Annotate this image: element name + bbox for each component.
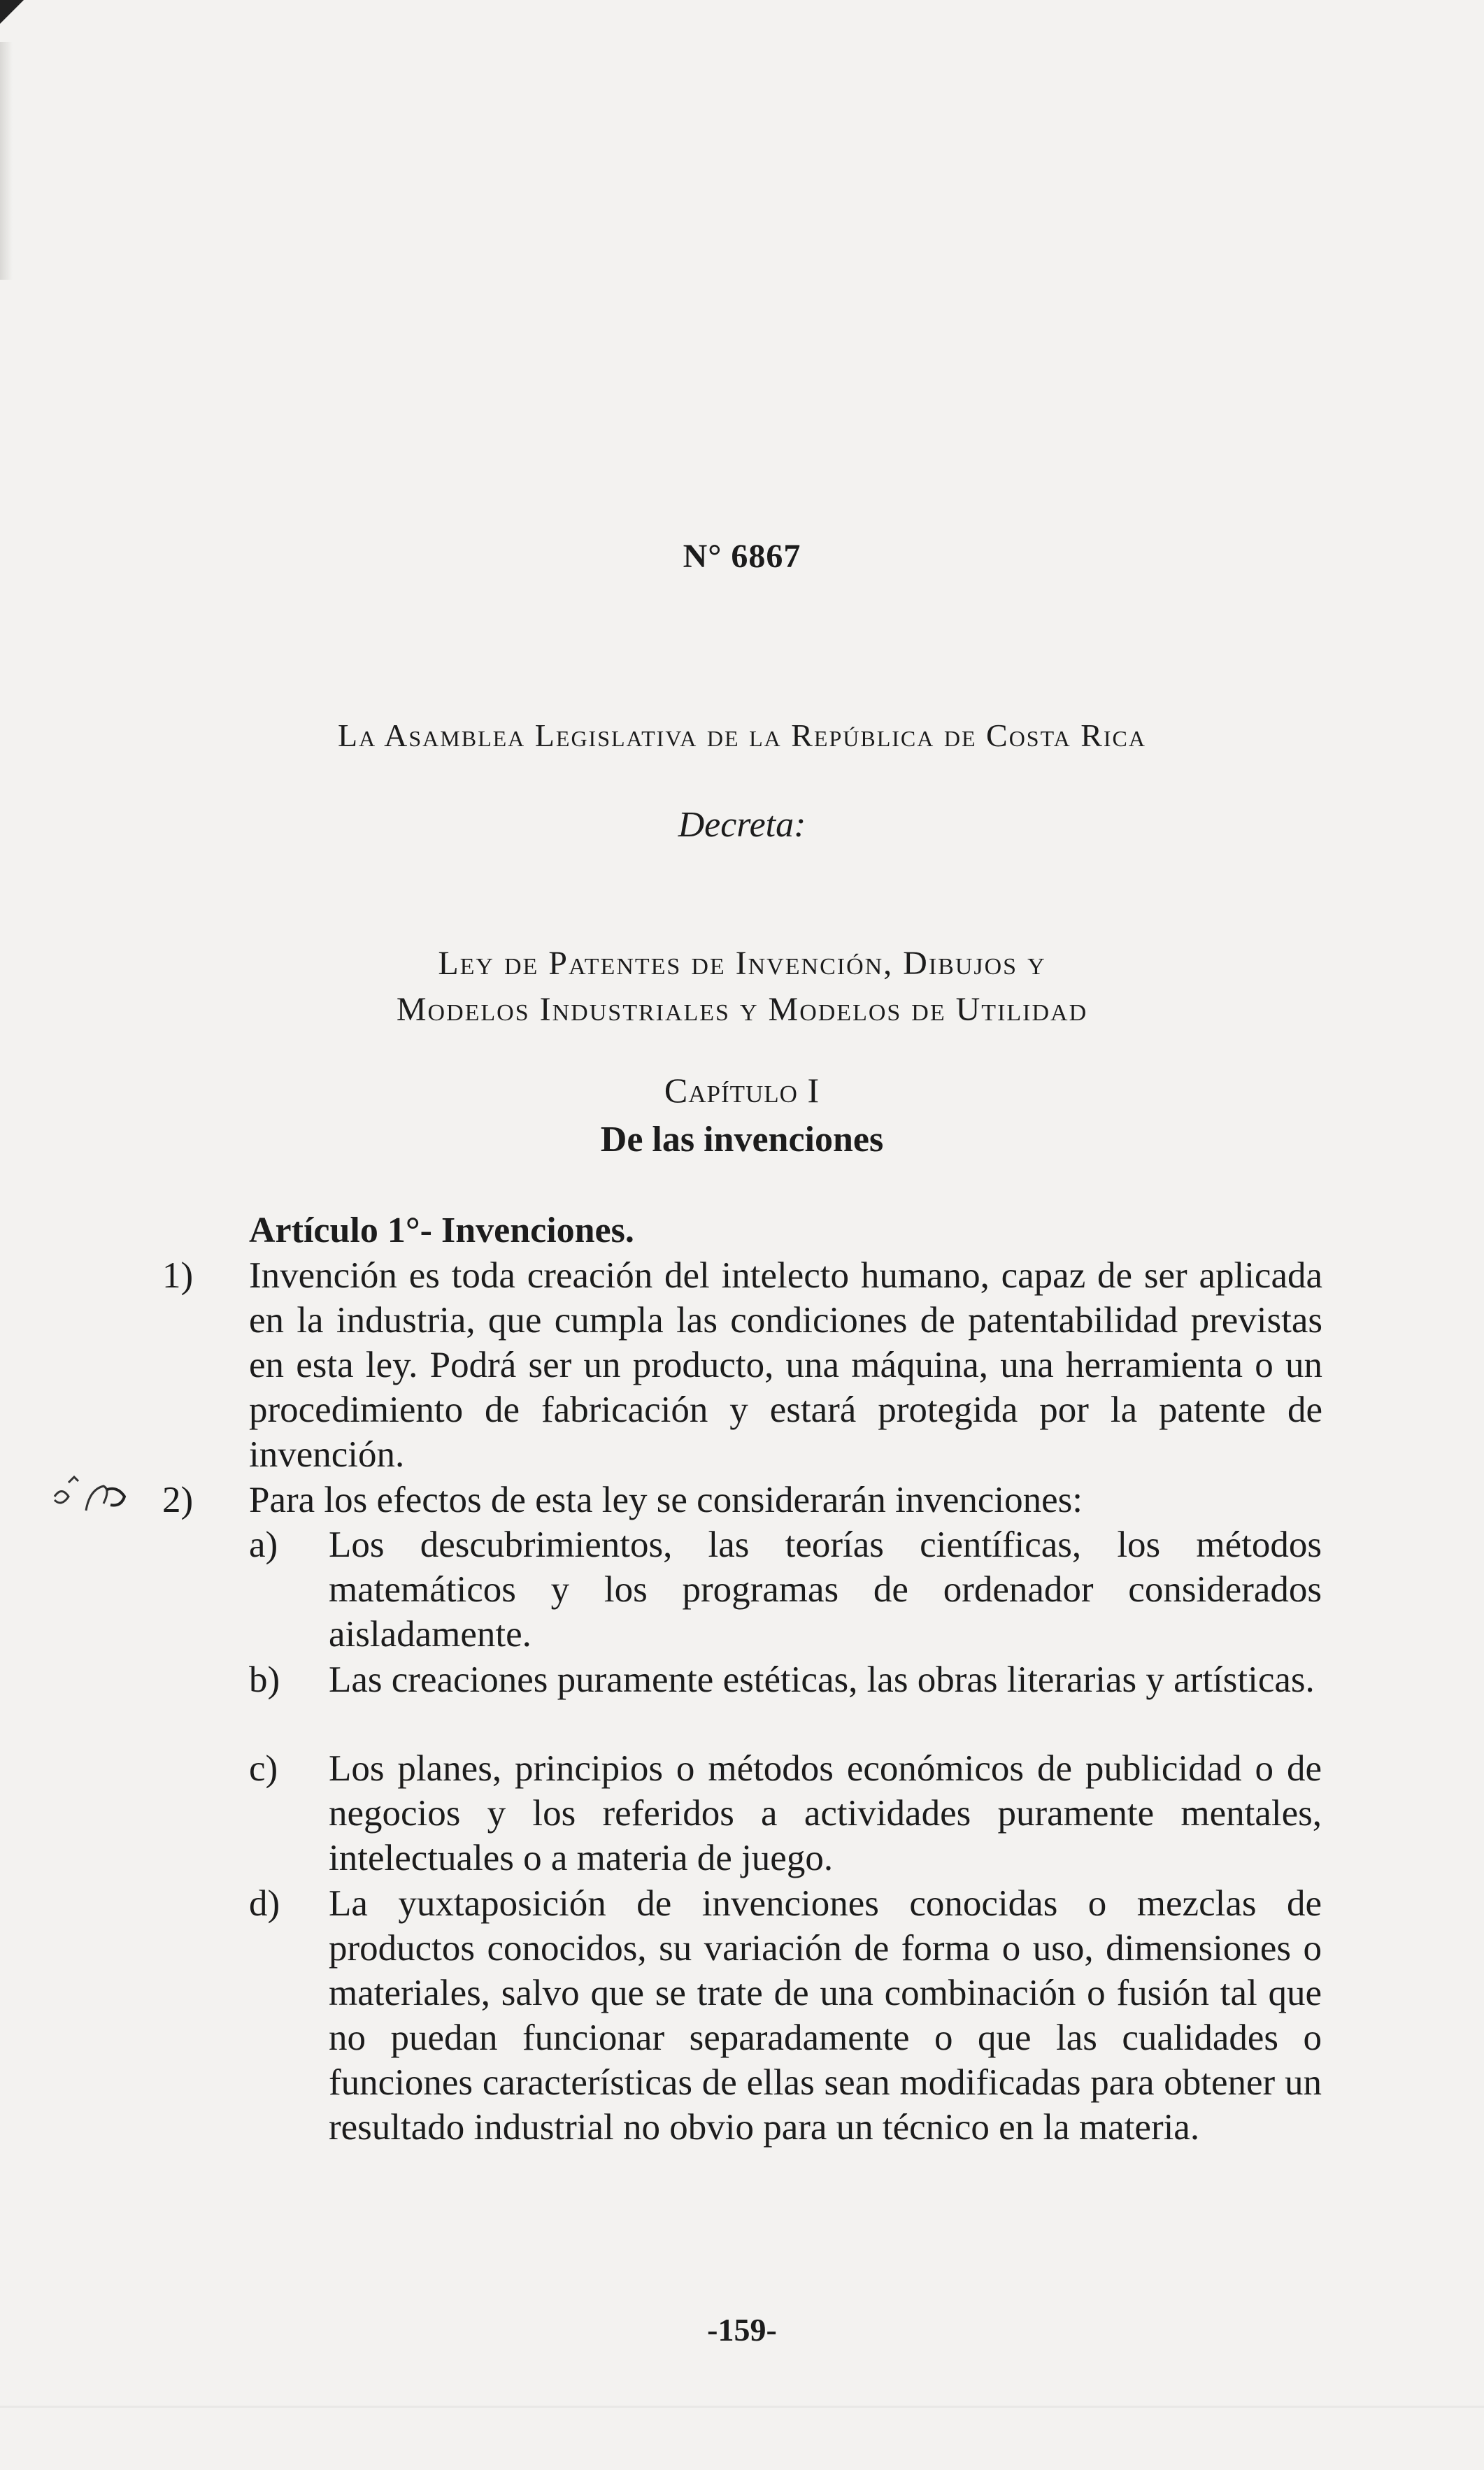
item-text: Para los efectos de esta ley se considerarán invenciones: [249, 1480, 1083, 1520]
subitem-text: Los descubrimientos, las teorías científicas, los métodos matemáticos y los programas de ordenador considerados aisladamente. [329, 1525, 1322, 1655]
subitem-marker: c) [249, 1748, 278, 1789]
law-title-line-1: Ley de Patentes de Invención, Dibujos y [438, 945, 1046, 982]
law-title-line-2: Modelos Industriales y Modelos de Utilidad [396, 991, 1088, 1028]
chapter-label: Capítulo I [664, 1071, 820, 1110]
handwritten-annotation-mark [48, 1462, 152, 1525]
page-number: -159- [707, 2312, 777, 2348]
subitem-text: La yuxtaposición de invenciones conocidas o mezclas de productos conocidos, su variación de forma o uso, dimensiones o materiales, salvo que se trate de una combinación o fusión tal que no puedan funcionar separadamente o que las cualidades o funciones características de ellas sean modificadas para obtener un resultado industrial no obvio para un técnico en la materia. [329, 1883, 1322, 2148]
corner-mark [0, 0, 24, 24]
chapter-title: De las invenciones [600, 1120, 884, 1159]
item-marker: 1) [162, 1255, 194, 1296]
subitem-marker: a) [249, 1525, 278, 1565]
subitem-text: Las creaciones puramente estéticas, las obras literarias y artísticas. [329, 1659, 1315, 1700]
scan-fold-line [0, 2406, 1484, 2408]
item-marker: 2) [162, 1480, 194, 1520]
decree-heading: Decreta: [678, 805, 806, 845]
subitem-text: Los planes, principios o métodos económicos de publicidad o de negocios y los referidos a actividades puramente mentales, intelectuales o a materia de juego. [329, 1748, 1322, 1878]
page-edge-shadow [0, 42, 13, 280]
item-text: Invención es toda creación del intelecto humano, capaz de ser aplicada en la industria, que cumpla las condiciones de patentabilidad previstas en esta ley. Podrá ser un producto, una máquina, una herramienta o un procedimiento de fabricación y estará protegida por la patente de invención. [249, 1255, 1322, 1475]
assembly-heading: La Asamblea Legislativa de la República de Costa Rica [338, 718, 1146, 753]
subitem-marker: b) [249, 1659, 280, 1700]
subitem-marker: d) [249, 1883, 280, 1924]
law-title [0, 941, 1484, 1033]
article-heading: Artículo 1°- Invenciones. [249, 1211, 634, 1250]
law-number: N° 6867 [683, 538, 801, 575]
